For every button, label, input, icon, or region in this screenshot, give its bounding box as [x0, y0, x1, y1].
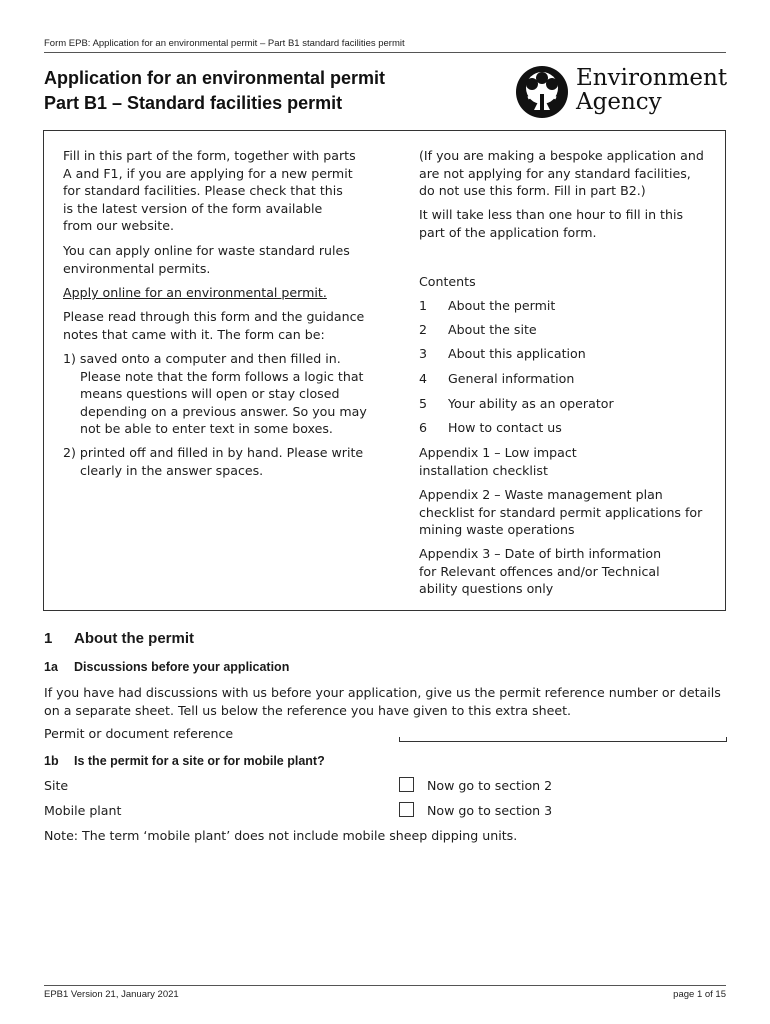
footer-rule: [44, 985, 726, 986]
intro-paragraph-3: Please read through this form and the guidance notes that came with it. The form can be:: [63, 309, 365, 342]
footer-version: EPB1 Version 21, January 2021: [44, 989, 179, 1000]
tree-person-icon: [514, 64, 570, 120]
mobile-plant-note: Note: The term ‘mobile plant’ does not include mobile sheep dipping units.: [44, 828, 518, 843]
logo-wordmark: Environment Agency: [576, 65, 728, 115]
intro-paragraph-2: You can apply online for waste standard rules environmental permits.: [63, 243, 350, 276]
contents-item[interactable]: 2 About the site: [419, 322, 537, 337]
page-title: [44, 66, 385, 116]
permit-reference-input[interactable]: [399, 737, 727, 742]
contents-item[interactable]: 3 About this application: [419, 346, 586, 361]
question-1a-text: If you have had discussions with us before your application, give us the permit reference number or details on a separate sheet. Tell us below the reference you have given to this extra sheet.: [44, 685, 721, 718]
contents-item[interactable]: 1 About the permit: [419, 298, 556, 313]
intro-list-item-1: 1) saved onto a computer and then filled in. Please note that the form follows a logic that means questions will open or stay closed depending on a previous answer. So you may not be able to enter text in some boxes.: [63, 351, 367, 436]
contents-appendix-1[interactable]: Appendix 1 – Low impact installation checklist: [419, 445, 577, 478]
contents-item[interactable]: 6 How to contact us: [419, 420, 562, 435]
header-rule: [44, 52, 726, 53]
title-line-2: Part B1 – Standard facilities permit: [44, 93, 343, 113]
time-note: It will take less than one hour to fill in this part of the application form.: [419, 207, 684, 240]
option-mobile-plant-label: Mobile plant: [44, 803, 122, 818]
running-header: Form EPB: Application for an environmental permit – Part B1 standard facilities permit: [44, 38, 405, 49]
site-goto-text: Now go to section 2: [427, 778, 553, 793]
permit-reference-label: Permit or document reference: [44, 726, 234, 741]
question-1a-heading: 1a Discussions before your application: [44, 660, 290, 674]
mobile-plant-checkbox[interactable]: [399, 802, 414, 817]
environment-agency-logo: [514, 64, 726, 120]
bespoke-note: (If you are making a bespoke application and are not applying for any standard facilities, do not use this form. Fill in part B2.): [419, 148, 704, 198]
intro-paragraph-1: Fill in this part of the form, together with parts A and F1, if you are applying for a new permit for standard facilities. Please check that this is the latest version of the form available from our website.: [63, 148, 356, 233]
contents-item[interactable]: 5 Your ability as an operator: [419, 396, 614, 411]
section-1-heading: 1 About the permit: [44, 630, 194, 647]
contents-item[interactable]: 4 General information: [419, 371, 575, 386]
contents-title: Contents: [419, 274, 476, 289]
contents-appendix-3[interactable]: Appendix 3 – Date of birth information for Relevant offences and/or Technical ability questions only: [419, 546, 662, 596]
intro-list-item-2: 2) printed off and filled in by hand. Please write clearly in the answer spaces.: [63, 445, 364, 478]
contents-appendix-2[interactable]: Appendix 2 – Waste management plan checklist for standard permit applications for mining waste operations: [419, 487, 703, 537]
apply-online-link[interactable]: Apply online for an environmental permit.: [63, 285, 327, 300]
site-checkbox[interactable]: [399, 777, 414, 792]
title-line-1: Application for an environmental permit: [44, 68, 386, 88]
question-1b-heading: 1b Is the permit for a site or for mobile plant?: [44, 754, 325, 768]
mobile-plant-goto-text: Now go to section 3: [427, 803, 553, 818]
option-site-label: Site: [44, 778, 69, 793]
footer-page-number: page 1 of 15: [673, 989, 726, 1000]
